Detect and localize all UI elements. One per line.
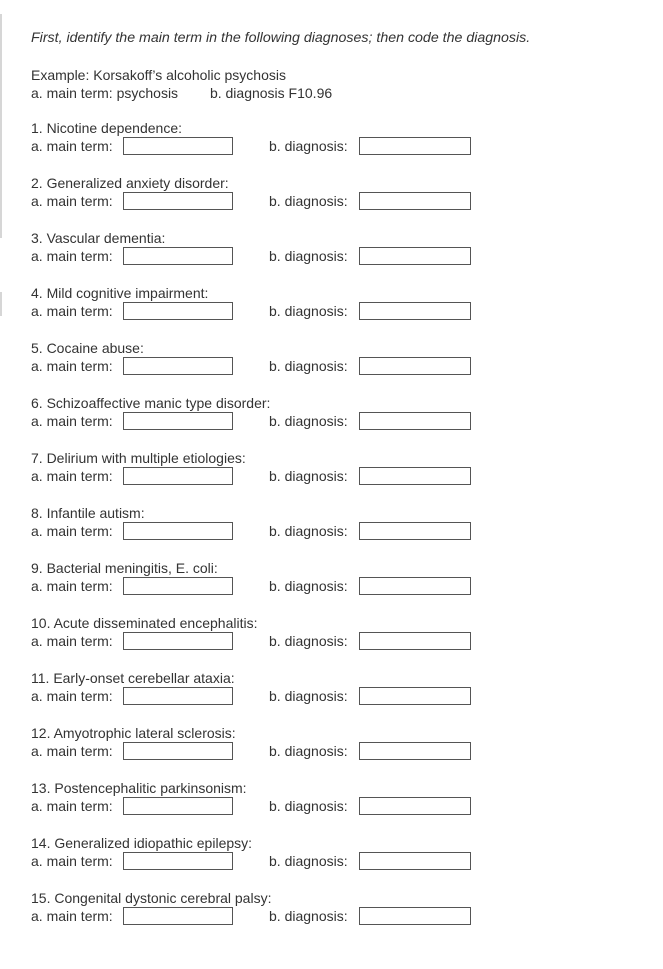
main-term-input[interactable] [123, 687, 233, 705]
example-main-term: a. main term: psychosis [31, 85, 179, 101]
question-title: 7. Delirium with multiple etiologies: [31, 450, 246, 466]
main-term-label: a. main term: [31, 138, 113, 154]
diagnosis-input[interactable] [359, 357, 471, 375]
question-title: 10. Acute disseminated encephalitis: [31, 615, 258, 631]
main-term-input[interactable] [123, 907, 233, 925]
question-title: 14. Generalized idiopathic epilepsy: [31, 835, 253, 851]
question-title: 8. Infantile autism: [31, 505, 145, 521]
diagnosis-input[interactable] [359, 247, 471, 265]
diagnosis-input[interactable] [359, 852, 471, 870]
diagnosis-input[interactable] [359, 467, 471, 485]
main-term-label: a. main term: [31, 688, 113, 704]
main-term-input[interactable] [123, 742, 233, 760]
question-item [31, 560, 481, 600]
diagnosis-input[interactable] [359, 192, 471, 210]
main-term-label: a. main term: [31, 743, 113, 759]
question-item [31, 505, 481, 545]
main-term-input[interactable] [123, 852, 233, 870]
main-term-label: a. main term: [31, 633, 113, 649]
example-block [31, 66, 332, 102]
example-heading: Example: Korsakoff’s alcoholic psychosis [31, 67, 286, 83]
diagnosis-label: b. diagnosis: [269, 358, 348, 374]
question-item [31, 615, 481, 655]
question-item [31, 450, 481, 490]
question-item [31, 285, 481, 325]
diagnosis-input[interactable] [359, 412, 471, 430]
main-term-label: a. main term: [31, 578, 113, 594]
question-item [31, 175, 481, 215]
main-term-input[interactable] [123, 247, 233, 265]
question-title: 15. Congenital dystonic cerebral palsy: [31, 890, 272, 906]
question-item [31, 120, 481, 160]
main-term-input[interactable] [123, 467, 233, 485]
diagnosis-label: b. diagnosis: [269, 908, 348, 924]
main-term-label: a. main term: [31, 193, 113, 209]
diagnosis-input[interactable] [359, 742, 471, 760]
diagnosis-input[interactable] [359, 907, 471, 925]
example-diagnosis: b. diagnosis F10.96 [209, 85, 333, 101]
main-term-input[interactable] [123, 192, 233, 210]
main-term-input[interactable] [123, 302, 233, 320]
main-term-label: a. main term: [31, 523, 113, 539]
question-item [31, 890, 481, 930]
main-term-label: a. main term: [31, 468, 113, 484]
question-title: 9. Bacterial meningitis, E. coli: [31, 560, 218, 576]
question-item [31, 340, 481, 380]
left-edge-mark [0, 292, 2, 316]
question-title: 12. Amyotrophic lateral sclerosis: [31, 725, 236, 741]
question-item [31, 725, 481, 765]
main-term-input[interactable] [123, 522, 233, 540]
main-term-label: a. main term: [31, 413, 113, 429]
question-title: 5. Cocaine abuse: [31, 340, 144, 356]
main-term-label: a. main term: [31, 908, 113, 924]
diagnosis-label: b. diagnosis: [269, 523, 348, 539]
main-term-input[interactable] [123, 137, 233, 155]
instructions-text: First, identify the main term in the following diagnoses; then code the diagnosis. [31, 30, 531, 46]
diagnosis-label: b. diagnosis: [269, 303, 348, 319]
main-term-label: a. main term: [31, 358, 113, 374]
main-term-input[interactable] [123, 577, 233, 595]
main-term-input[interactable] [123, 797, 233, 815]
question-item [31, 230, 481, 270]
diagnosis-label: b. diagnosis: [269, 138, 348, 154]
diagnosis-input[interactable] [359, 137, 471, 155]
main-term-input[interactable] [123, 412, 233, 430]
question-item [31, 780, 481, 820]
diagnosis-input[interactable] [359, 302, 471, 320]
main-term-label: a. main term: [31, 303, 113, 319]
diagnosis-label: b. diagnosis: [269, 468, 348, 484]
question-title: 2. Generalized anxiety disorder: [31, 175, 229, 191]
example-answer-row [31, 84, 332, 102]
diagnosis-label: b. diagnosis: [269, 413, 348, 429]
diagnosis-label: b. diagnosis: [269, 193, 348, 209]
question-item [31, 835, 481, 875]
question-item [31, 395, 481, 435]
diagnosis-label: b. diagnosis: [269, 248, 348, 264]
main-term-input[interactable] [123, 632, 233, 650]
question-title: 1. Nicotine dependence: [31, 120, 182, 136]
left-edge-mark [0, 14, 2, 238]
question-title: 13. Postencephalitic parkinsonism: [31, 780, 247, 796]
diagnosis-input[interactable] [359, 687, 471, 705]
diagnosis-label: b. diagnosis: [269, 633, 348, 649]
question-title: 11. Early-onset cerebellar ataxia: [31, 670, 235, 686]
main-term-label: a. main term: [31, 853, 113, 869]
diagnosis-label: b. diagnosis: [269, 853, 348, 869]
diagnosis-label: b. diagnosis: [269, 743, 348, 759]
question-title: 6. Schizoaffective manic type disorder: [31, 395, 271, 411]
diagnosis-input[interactable] [359, 522, 471, 540]
diagnosis-input[interactable] [359, 577, 471, 595]
diagnosis-input[interactable] [359, 797, 471, 815]
question-title: 3. Vascular dementia: [31, 230, 166, 246]
diagnosis-label: b. diagnosis: [269, 688, 348, 704]
question-title: 4. Mild cognitive impairment: [31, 285, 209, 301]
main-term-label: a. main term: [31, 248, 113, 264]
question-item [31, 670, 481, 710]
main-term-label: a. main term: [31, 798, 113, 814]
diagnosis-label: b. diagnosis: [269, 578, 348, 594]
diagnosis-label: b. diagnosis: [269, 798, 348, 814]
diagnosis-input[interactable] [359, 632, 471, 650]
main-term-input[interactable] [123, 357, 233, 375]
